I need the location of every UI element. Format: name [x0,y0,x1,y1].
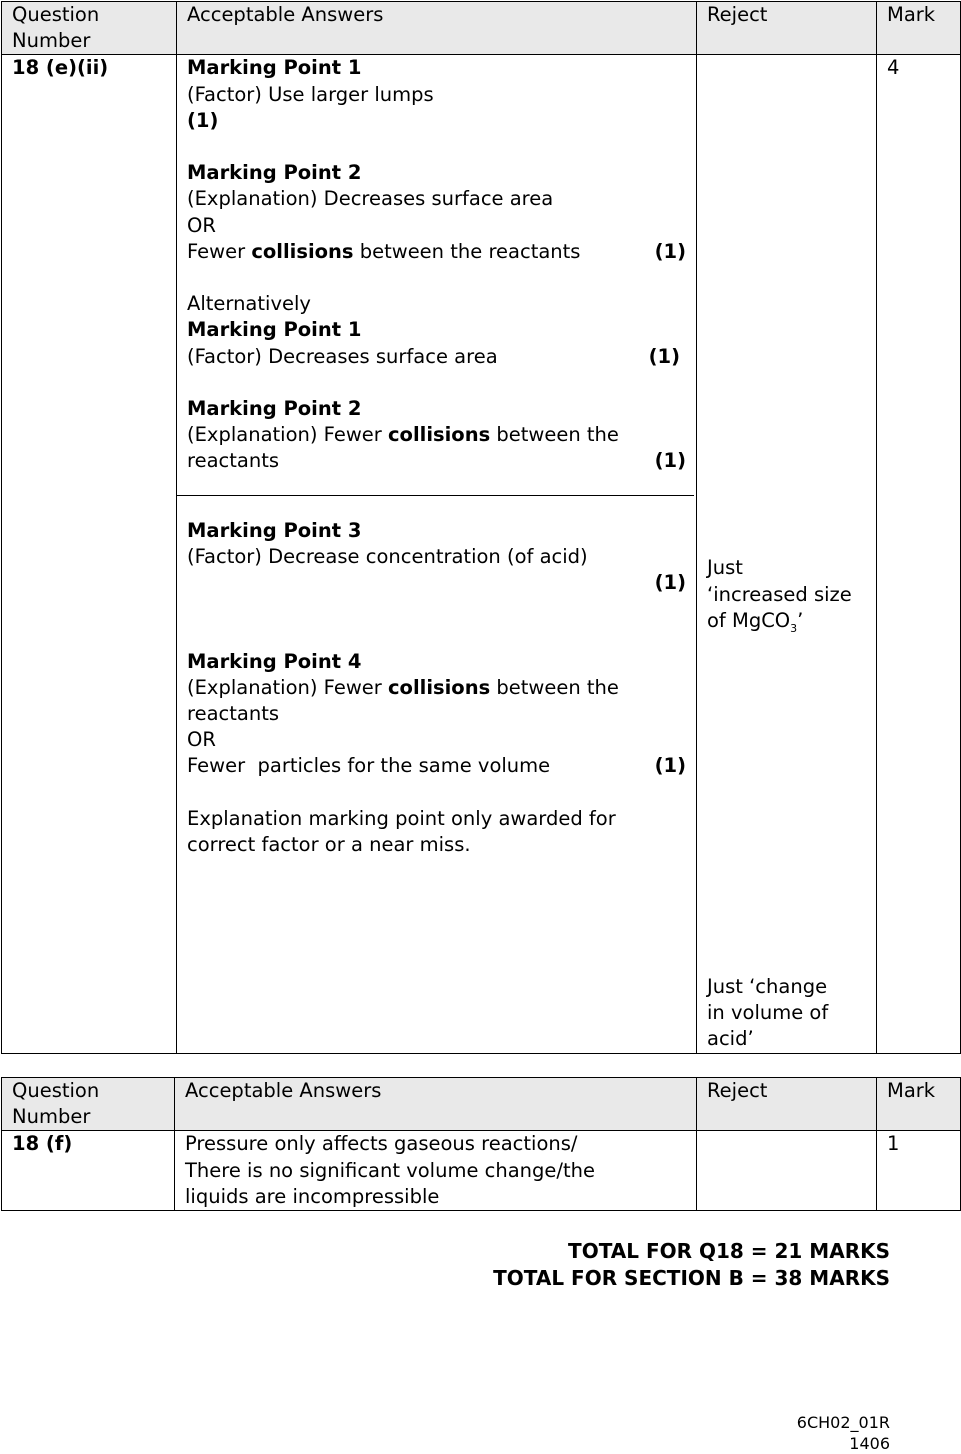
mp1-text: (Factor) Use larger lumps [187,82,434,106]
or-separator-2: OR [187,728,216,752]
reject-2-line3: acid’ [707,1027,754,1051]
reject-2-line2: in volume of [707,1001,829,1025]
mp2-alt-line: Fewer collisions between the reactants (1) [187,239,686,265]
mp2-title: Marking Point 2 [187,161,362,185]
reject-1-line3: of MgCO$_3$’ [707,608,804,635]
reject-1-line2: ‘increased size [707,582,852,606]
mp2-text: (Explanation) Decreases surface area [187,187,554,211]
alt-mp1-mark: (1) [648,344,680,368]
page-footer [797,1412,890,1454]
mp3-title: Marking Point 3 [187,518,362,542]
alt-mp1-title: Marking Point 1 [187,318,362,342]
header-row [2,2,961,55]
alt-mp2-line2: reactants (1) [187,448,686,474]
mp1-title: Marking Point 1 [187,56,362,80]
mp3-text: (Factor) Decrease concentration (of acid) [187,544,588,568]
mark-cell: 4 [877,55,961,1053]
alternatively-label: Alternatively [187,292,311,316]
header-question-number-2: Question Number [2,1078,175,1131]
mp3-mark: (1) [654,571,686,595]
alt-mp1-line: (Factor) Decreases surface area (1) [187,344,686,370]
header-question-number: Question Number [2,2,177,55]
acceptable-answers-cell [177,55,697,1053]
question-number-cell-2: 18 (f) [2,1131,175,1211]
mp4-mark: (1) [654,754,686,778]
mp2-mark: (1) [654,239,686,263]
header-acceptable-answers-2: Acceptable Answers [175,1078,697,1131]
answer-row-18e [2,55,961,1053]
question-number-cell: 18 (e)(ii) [2,55,177,1053]
header-acceptable-answers: Acceptable Answers [177,2,697,55]
or-separator: OR [187,213,216,237]
answer-row-18f [2,1131,961,1211]
mp4-text: (Explanation) Fewer collisions between the [187,675,619,699]
mp1-mark: (1) [187,108,219,132]
reject-2-line1: Just ‘change [707,975,828,999]
paper-code: 6CH02_01R [796,1413,890,1432]
mark-cell-2: 1 [877,1131,961,1211]
mp4-text-line2: reactants [187,702,280,725]
header-row-2 [2,1078,961,1131]
note-line-1: Explanation marking point only awarded for [187,806,616,830]
alt-mp2-text: (Explanation) Fewer collisions between the [187,423,619,447]
header-reject-2: Reject [697,1078,877,1131]
reject-cell-2 [697,1131,877,1211]
divider-line [177,495,694,496]
header-reject: Reject [697,2,877,55]
total-q18: TOTAL FOR Q18 = 21 MARKS [568,1239,890,1263]
alt-mp2-title: Marking Point 2 [187,397,362,420]
totals-block [493,1238,890,1291]
mark-scheme-table-18f [1,1077,961,1211]
mp4-title: Marking Point 4 [187,649,362,673]
note-line-2: correct factor or a near miss. [187,833,471,856]
total-section-b: TOTAL FOR SECTION B = 38 MARKS [493,1265,890,1290]
header-mark-2: Mark [877,1078,961,1131]
header-mark: Mark [877,2,961,55]
mark-scheme-table-18e [1,1,961,1054]
paper-date: 1406 [849,1434,890,1453]
reject-cell [697,55,877,1053]
reject-1-line1: Just [707,556,743,580]
alt-mp2-mark: (1) [654,449,686,473]
acceptable-answers-cell-2: Pressure only affects gaseous reactions/ There is no significant volume change/the liquids are incompressible [175,1131,697,1211]
mp4-alt-line: Fewer particles for the same volume (1) [187,753,686,779]
